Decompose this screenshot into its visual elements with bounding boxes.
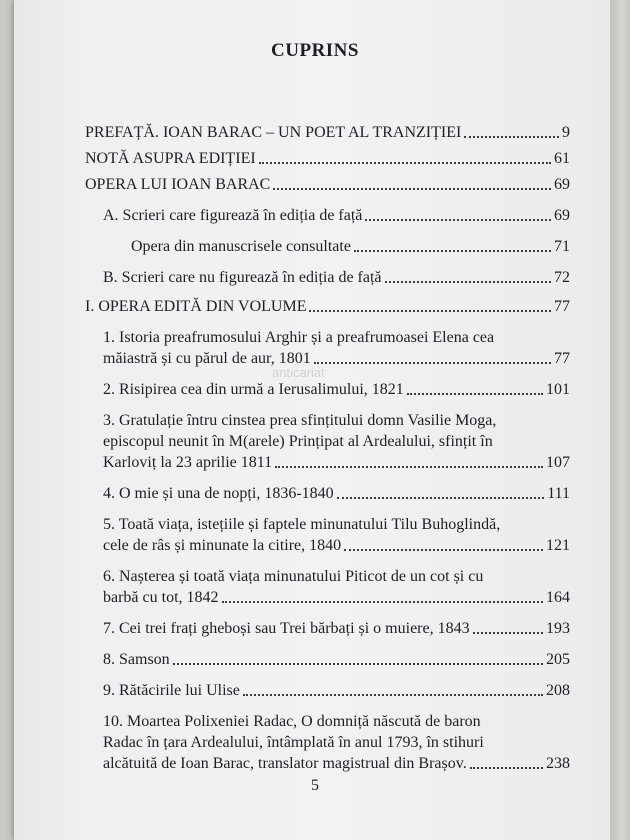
toc-entry [103,267,570,288]
leader-dots [337,497,545,499]
toc-entry [103,483,570,504]
leader-dots [470,767,543,769]
leader-dots [309,310,551,312]
leader-dots [473,632,543,634]
toc-page-number: 69 [554,176,570,193]
leader-dots [314,362,551,364]
toc-entry-text: 6. Nașterea și toată viața minunatului Piticot de un cot și cu [103,568,484,585]
toc-entry [85,148,570,169]
toc-entry-text: B. Scrieri care nu figurează în ediția de față [103,269,382,286]
toc-page-number: 77 [554,350,570,367]
toc-entry [103,379,570,400]
toc-entry-text: A. Scrieri care figurează în ediția de față [103,207,363,224]
toc-entry-text: Karloviț la 23 aprilie 1811 [103,454,273,471]
toc-entry [103,205,570,226]
toc-entry [103,566,570,608]
watermark: anticariat [272,365,325,380]
leader-dots [385,281,551,283]
toc-entry [103,514,570,556]
toc-entry [103,711,570,774]
leader-dots [259,162,551,164]
toc-entry [103,327,570,369]
toc-entry-text: Radac în țara Ardealului, întâmplată în anul 1793, în stihuri [103,734,484,751]
leader-dots [365,219,551,221]
page-number: 5 [311,777,319,794]
leader-dots [222,601,543,603]
toc-entry-text: 4. O mie și una de nopți, 1836-1840 [103,485,334,502]
toc-entry-text: măiastră și cu părul de aur, 1801 [103,350,311,367]
leader-dots [275,466,543,468]
toc-entry-text: episcopul neunit în M(arele) Prințipat al Ardealului, sfințit în [103,433,493,450]
page-edge [610,0,630,840]
toc-entry [131,236,570,257]
toc-entry [85,174,570,195]
toc-page-number: 193 [546,620,570,637]
toc-entry-text: 3. Gratulație întru cinstea prea sfințitului domn Vasilie Moga, [103,412,497,429]
toc-page-number: 72 [554,269,570,286]
toc-entry [85,122,570,143]
toc-page-number: 107 [546,454,570,471]
toc-entry-text: Opera din manuscrisele consultate [131,238,351,255]
leader-dots [243,694,543,696]
toc-entry-text: 10. Moartea Polixeniei Radac, O domniță născută de baron [103,713,481,730]
toc-page-number: 164 [546,589,570,606]
toc-entry-text: PREFAȚĂ. IOAN BARAC – UN POET AL TRANZIȚIEI [85,124,462,141]
table-of-contents [85,122,570,784]
toc-entry-text: 8. Samson [103,651,170,668]
toc-entry [85,296,570,317]
leader-dots [344,549,543,551]
leader-dots [273,188,551,190]
page-title: CUPRINS [271,40,359,61]
leader-dots [407,393,543,395]
leader-dots [354,250,551,252]
toc-entry-text: 7. Cei trei frați gheboși sau Trei bărbați și o muiere, 1843 [103,620,470,637]
toc-entry-text: 5. Toată viața, istețiile și faptele minunatului Tilu Buhoglindă, [103,516,501,533]
toc-entry-text: barbă cu tot, 1842 [103,589,219,606]
toc-page-number: 101 [546,381,570,398]
toc-entry-text: alcătuită de Ioan Barac, translator magistrual din Brașov. [103,755,467,772]
toc-entry [103,410,570,473]
toc-page-number: 61 [554,150,570,167]
toc-page-number: 9 [562,124,570,141]
toc-entry-text: I. OPERA EDITĂ DIN VOLUME [85,298,307,315]
leader-dots [464,136,559,138]
toc-page-number: 71 [554,238,570,255]
toc-entry-text: NOTĂ ASUPRA EDIȚIEI [85,150,256,167]
toc-entry-text: 9. Rătăcirile lui Ulise [103,682,240,699]
toc-page-number: 205 [546,651,570,668]
toc-page-number: 121 [546,537,570,554]
toc-entry-text: OPERA LUI IOAN BARAC [85,176,271,193]
toc-page-number: 208 [546,682,570,699]
toc-page-number: 69 [554,207,570,224]
toc-page-number: 238 [546,755,570,772]
toc-page-number: 77 [554,298,570,315]
toc-entry-text: cele de râs și minunate la citire, 1840 [103,537,342,554]
leader-dots [173,663,543,665]
toc-page-number: 111 [547,485,570,502]
toc-entry [103,649,570,670]
toc-entry [103,680,570,701]
toc-entry-text: 1. Istoria preafrumosului Arghir și a preafrumoasei Elena cea [103,329,495,346]
toc-entry-text: 2. Risipirea cea din urmă a Ierusalimului, 1821 [103,381,404,398]
toc-entry [103,618,570,639]
